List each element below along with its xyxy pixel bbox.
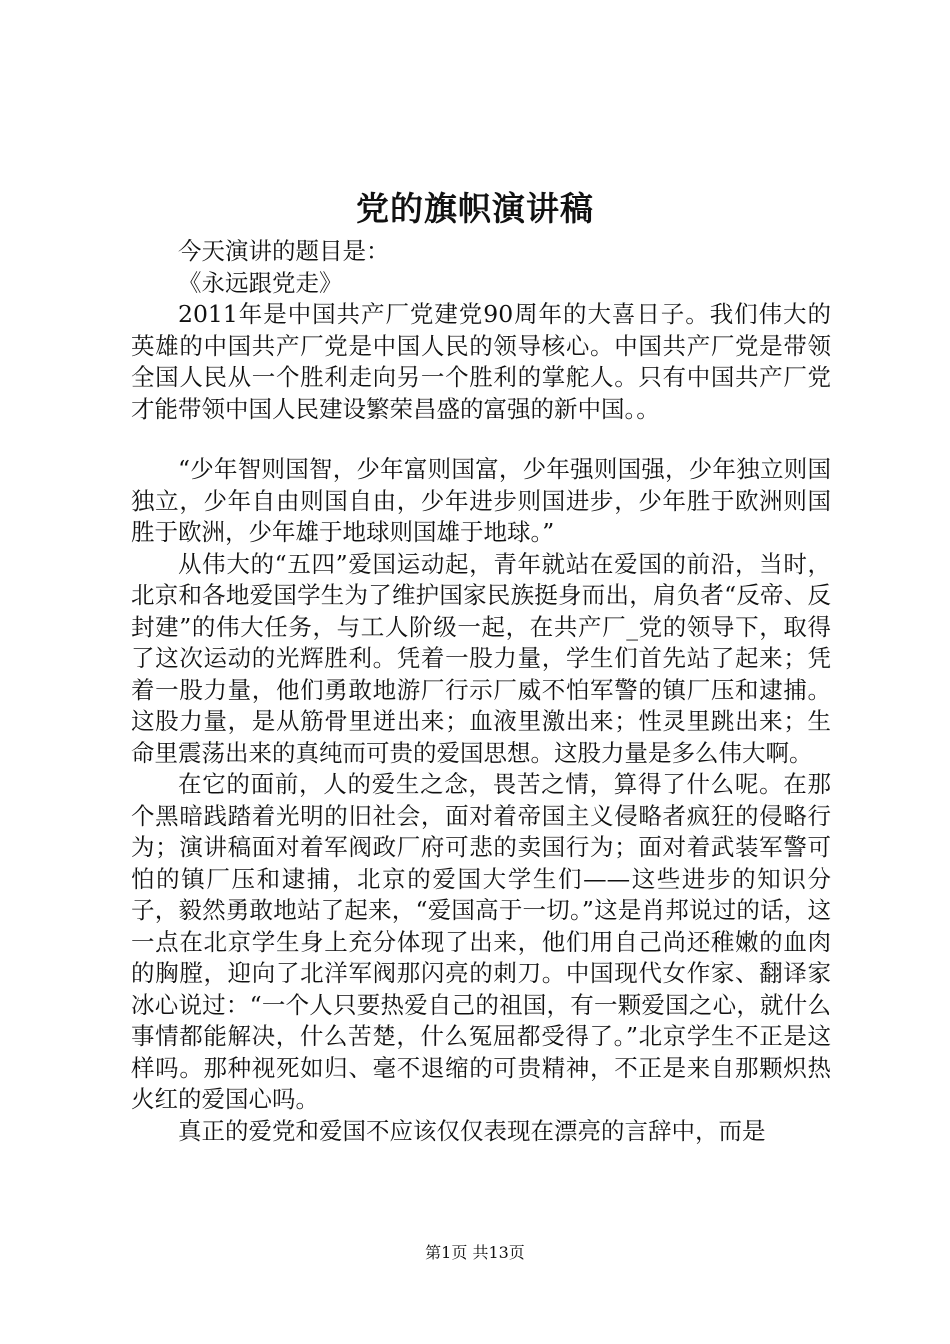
paragraph-true-love: 真正的爱党和爱国不应该仅仅表现在漂亮的言辞中，而是 [178,1116,766,1145]
paragraph-quote: “少年智则国智，少年富则国富，少年强则国强，少年独立则国独立，少年自由则国自由，少年进步则国进步，少年胜于欧洲则国胜于欧洲，少年雄于地球则国雄于地球。” [131,455,831,546]
paragraph-topic-intro: 今天演讲的题目是： [178,237,390,265]
paragraph-topic-title: 《永远跟党走》 [178,268,343,297]
page-number-footer: 第1页 共13页 [425,1243,525,1262]
paragraph-anniversary: 2011年是中国共产厂党建党90周年的大喜日子。我们伟大的英雄的中国共产厂党是中国人民的领导核心。中国共产厂党是带领全国人民从一个胜利走向另一个胜利的掌舵人。只有中国共产厂党才能带领中国人民建设繁荣昌盛的富强的新中国。。 [131,300,831,423]
paragraph-may-fourth: 从伟大的“五四”爱国运动起，青年就站在爱国的前沿，当时，北京和各地爱国学生为了维护国家民族挺身而出，肩负者“反帝、反封建”的伟大任务，与工人阶级一起，在共产厂_党的领导下，取得了这次运动的光辉胜利。凭着一股力量，学生们首先站了起来；凭着一股力量，他们勇敢地游厂行示厂威不怕军警的镇厂压和逮捕。这股力量，是从筋骨里迸出来；血液里激出来；性灵里跳出来；生命里震荡出来的真纯而可贵的爱国思想。这股力量是多么伟大啊。 [131,549,831,767]
paragraph-patriotism: 在它的面前，人的爱生之念，畏苦之情，算得了什么呢。在那个黑暗践踏着光明的旧社会，面对着帝国主义侵略者疯狂的侵略行为；演讲稿面对着军阀政厂府可悲的卖国行为；面对着武装军警可怕的镇厂压和逮捕，北京的爱国大学生们——这些进步的知识分子，毅然勇敢地站了起来，“爱国高于一切。”这是肖邦说过的话，这一点在北京学生身上充分体现了出来，他们用自己尚还稚嫩的血肉的胸膛，迎向了北洋军阀那闪亮的刺刀。中国现代女作家、翻译家冰心说过：“一个人只要热爱自己的祖国，有一颗爱国之心，就什么事情都能解决，什么苦楚，什么冤屈都受得了。”北京学生不正是这样吗。那种视死如归、毫不退缩的可贵精神，不正是来自那颗炽热火红的爱国心吗。 [131,770,831,1113]
document-title: 党的旗帜演讲稿 [356,189,594,228]
document-body [131,236,831,1147]
